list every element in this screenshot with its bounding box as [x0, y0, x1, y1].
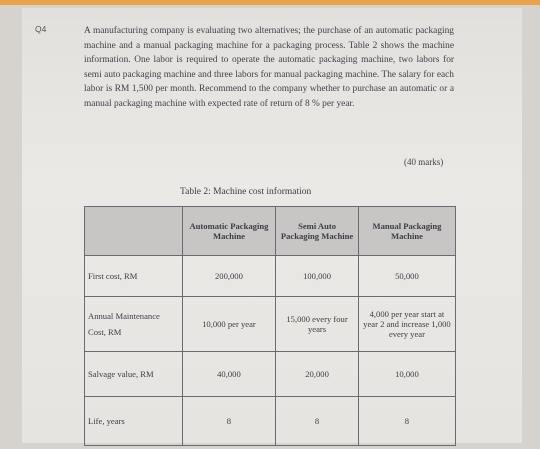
- top-accent-bar: [0, 0, 540, 5]
- table-header-row: [85, 207, 456, 256]
- question-number: Q4: [35, 24, 47, 34]
- table-row: [85, 256, 456, 297]
- row-label: Life, years: [85, 397, 183, 446]
- table-row: [85, 297, 456, 352]
- header-semi-auto: Semi Auto Packaging Machine: [276, 207, 359, 256]
- cell-manual: 8: [358, 397, 455, 446]
- cell-automatic: 10,000 per year: [182, 297, 276, 352]
- row-label: Salvage value, RM: [85, 352, 183, 397]
- question-text: A manufacturing company is evaluating two alternatives; the purchase of an automatic packaging machine and a manual packaging machine for a packaging process. Table 2 shows the machine information. One labor is required to operate the automatic packaging machine, two labors for semi auto packaging machine and three labors for manual packaging machine. The salary for each labor is RM 1,500 per month. Recommend to the company whether to purchase an automatic or a manual packaging machine with expected rate of return of 8 % per year.: [84, 26, 454, 109]
- table-row: [85, 397, 456, 446]
- cell-automatic: 40,000: [182, 352, 276, 397]
- row-label: Annual Maintenance Cost, RM: [85, 297, 183, 352]
- row-label: First cost, RM: [85, 256, 183, 297]
- cell-semi-auto: 20,000: [276, 352, 359, 397]
- header-automatic: Automatic Packaging Machine: [182, 207, 276, 256]
- table-row: [85, 352, 456, 397]
- cell-automatic: 200,000: [182, 256, 276, 297]
- header-manual: Manual Packaging Machine: [358, 207, 455, 256]
- header-empty: [85, 207, 183, 256]
- table-title: Table 2: Machine cost information: [180, 187, 312, 197]
- cell-semi-auto: 100,000: [276, 256, 359, 297]
- cell-automatic: 8: [182, 397, 276, 446]
- marks-label: (40 marks): [404, 157, 444, 167]
- cell-manual: 50,000: [358, 256, 455, 297]
- cell-semi-auto: 8: [276, 397, 359, 446]
- cell-manual: 4,000 per year start at year 2 and increase 1,000 every year: [358, 297, 455, 352]
- cell-manual: 10,000: [358, 352, 455, 397]
- machine-cost-table: [84, 206, 456, 446]
- cell-semi-auto: 15,000 every four years: [276, 297, 359, 352]
